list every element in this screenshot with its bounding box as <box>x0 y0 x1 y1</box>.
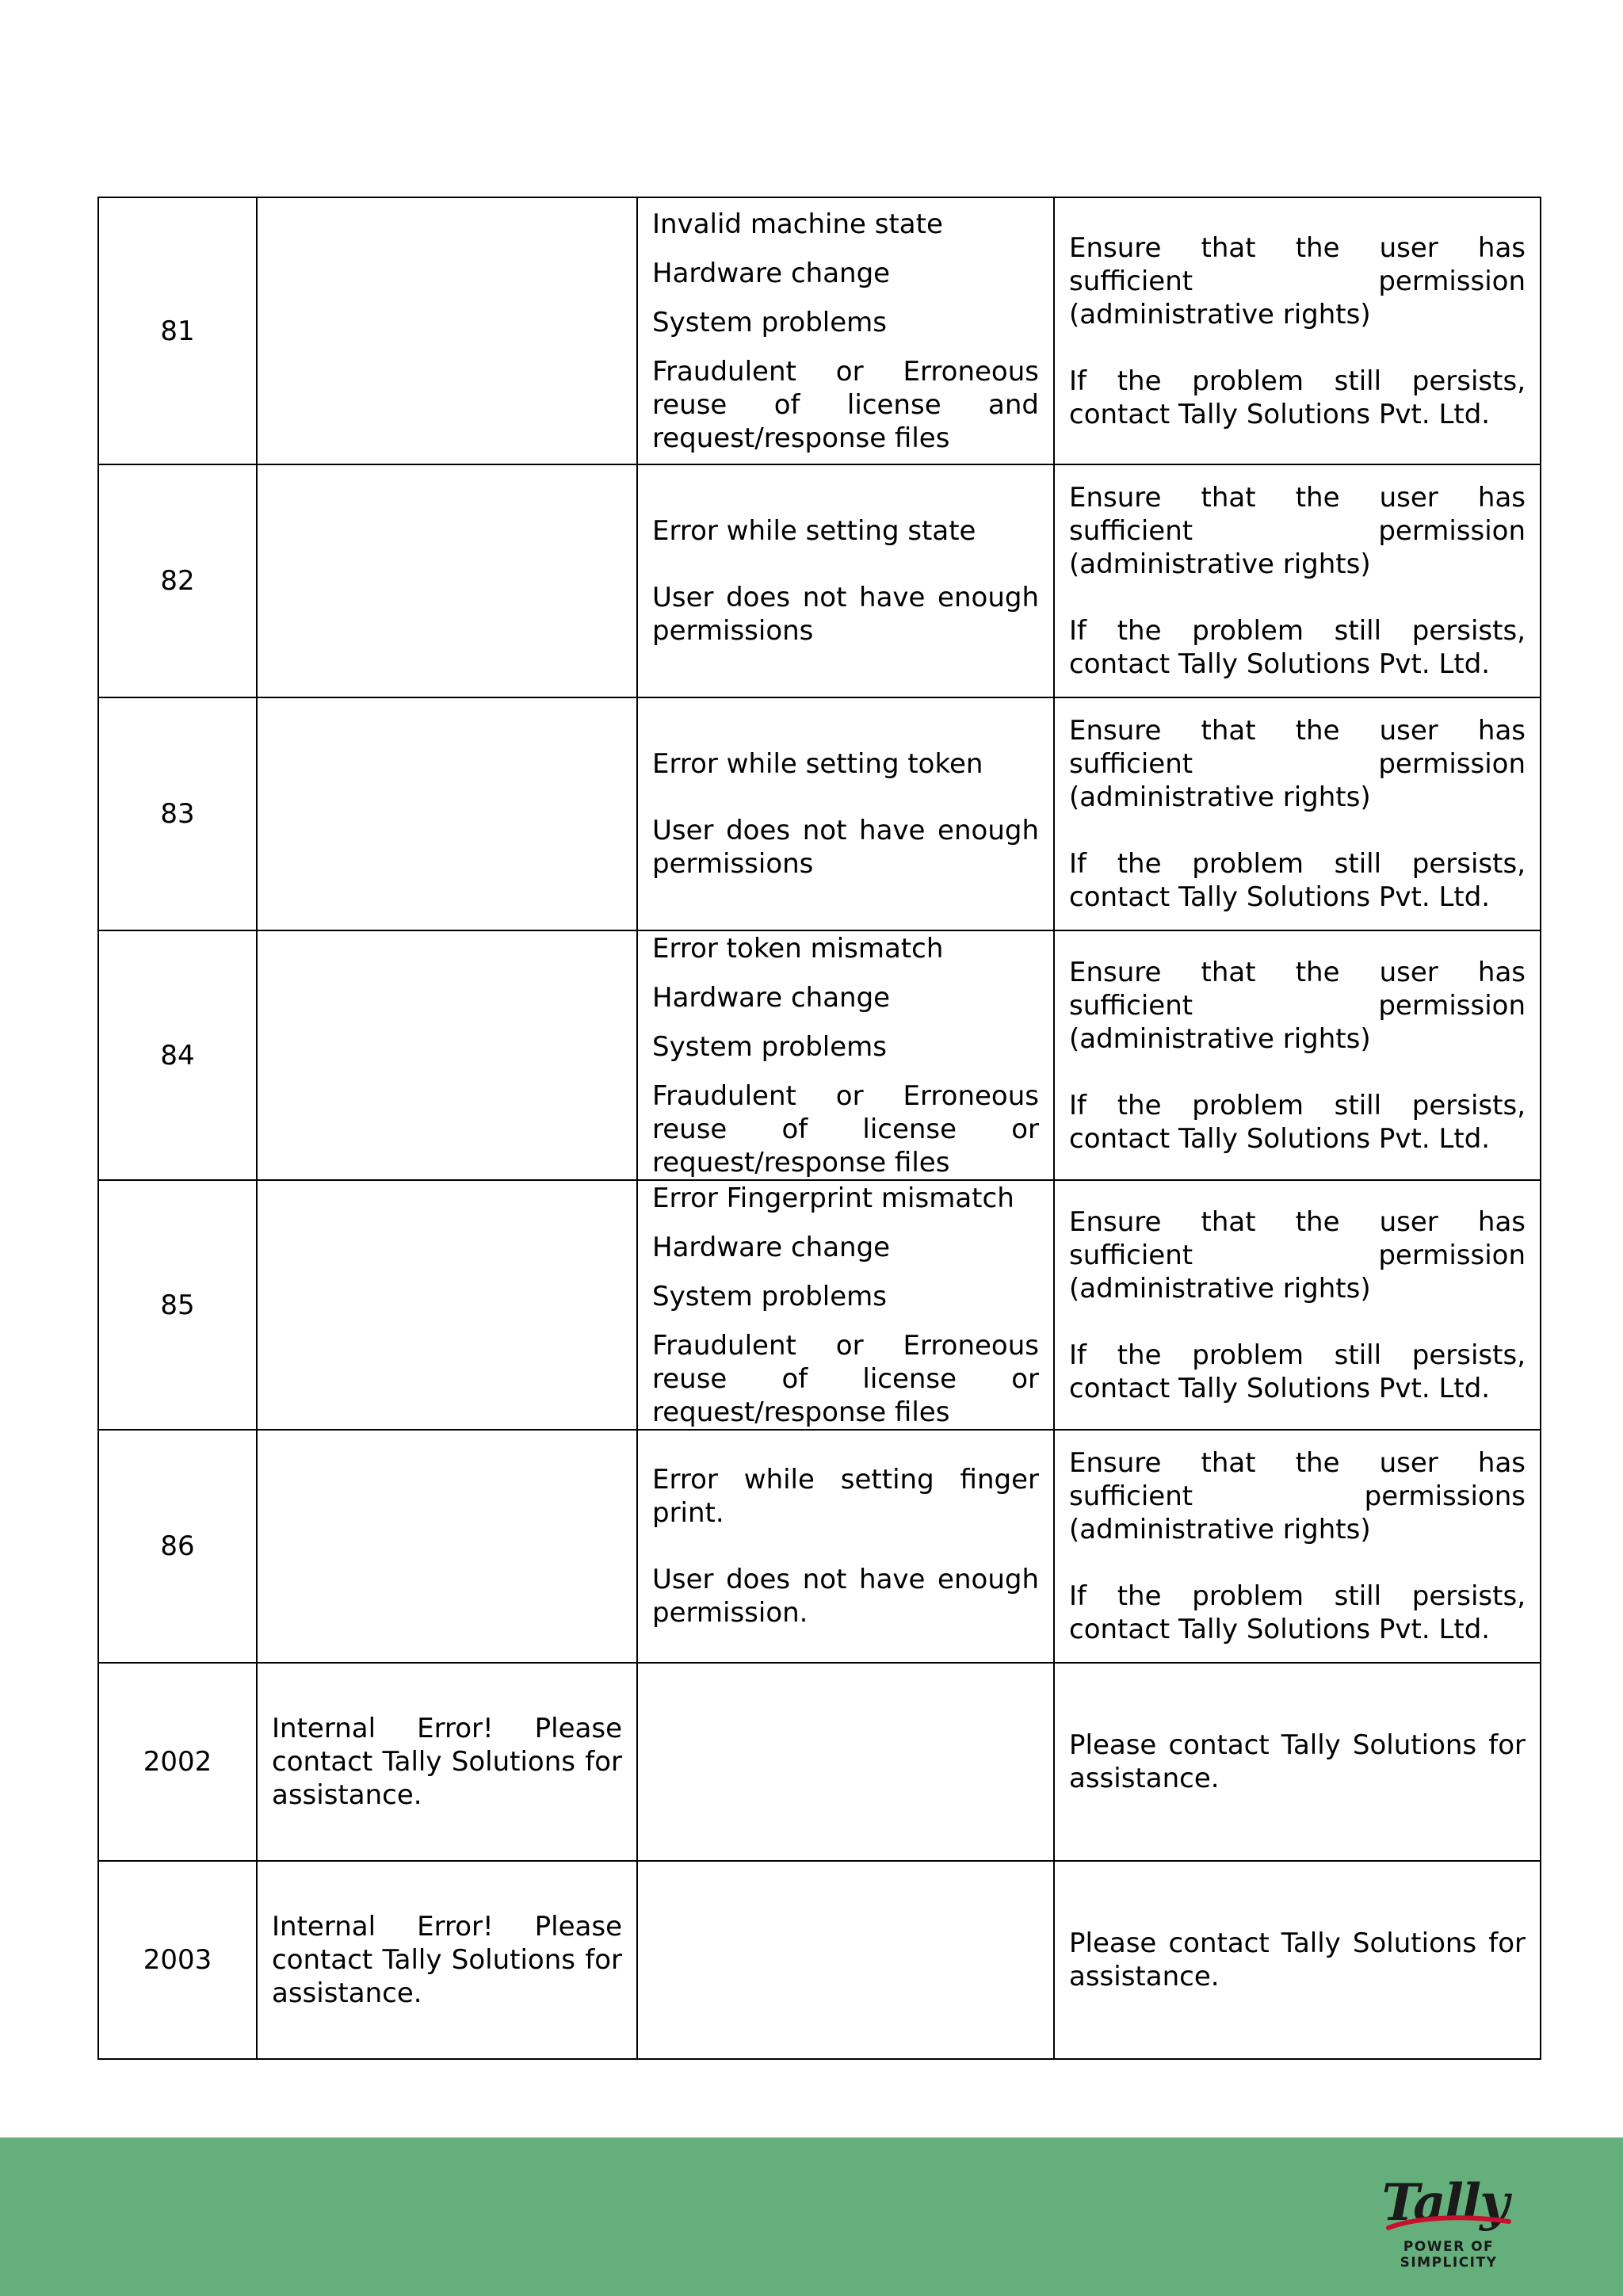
cause-text: Error while setting token <box>652 748 983 780</box>
error-code: 83 <box>98 697 257 930</box>
error-message <box>257 464 637 697</box>
table-row <box>98 930 1541 1180</box>
error-solution <box>1054 930 1541 1180</box>
logo-swash-icon <box>1385 2214 1512 2233</box>
solution-text: Please contact Tally Solutions for assistance. <box>1069 1927 1526 1992</box>
error-message <box>257 697 637 930</box>
error-message <box>257 1180 637 1430</box>
cause-text: User does not have enough permission. <box>652 1564 1039 1629</box>
solution-text: If the problem still persists, contact Tally Solutions Pvt. Ltd. <box>1069 1339 1526 1404</box>
cause-text: System problems <box>652 1030 887 1063</box>
error-code: 84 <box>98 930 257 1180</box>
error-code: 82 <box>98 464 257 697</box>
cause-text: User does not have enough permissions <box>652 582 1039 647</box>
error-solution <box>1054 464 1541 697</box>
cause-text: User does not have enough permissions <box>652 815 1039 880</box>
error-causes <box>637 697 1054 930</box>
error-message-text: Internal Error! Please contact Tally Solutions for assistance. <box>272 1911 622 2009</box>
page-footer <box>0 2137 1623 2296</box>
error-solution <box>1054 1663 1541 1861</box>
solution-text: Ensure that the user has sufficient permission (administrative rights) <box>1069 231 1526 330</box>
solution-text: Ensure that the user has sufficient permissions (administrative rights) <box>1069 1447 1526 1545</box>
logo-wordmark: Tally <box>1381 2173 1508 2233</box>
solution-text: Ensure that the user has sufficient permission (administrative rights) <box>1069 956 1526 1055</box>
solution-text: Please contact Tally Solutions for assistance. <box>1069 1729 1526 1794</box>
cause-text: System problems <box>652 1280 887 1312</box>
table-row <box>98 197 1541 464</box>
error-code: 2003 <box>98 1861 257 2059</box>
cause-text: Error while setting state <box>652 515 976 547</box>
solution-text: Ensure that the user has sufficient permission (administrative rights) <box>1069 715 1526 813</box>
solution-text: If the problem still persists, contact Tally Solutions Pvt. Ltd. <box>1069 1580 1526 1645</box>
error-solution <box>1054 197 1541 464</box>
error-solution <box>1054 1861 1541 2059</box>
cause-text: Fraudulent or Erroneous reuse of license and request/response files <box>652 355 1039 454</box>
tally-logo <box>1354 2173 1544 2271</box>
cause-text: Error token mismatch <box>652 932 944 965</box>
error-message <box>257 1663 637 1861</box>
error-message <box>257 930 637 1180</box>
error-codes-table <box>97 197 1541 2060</box>
solution-text: Ensure that the user has sufficient permission (administrative rights) <box>1069 482 1526 580</box>
error-causes <box>637 1180 1054 1430</box>
cause-text: Error Fingerprint mismatch <box>652 1182 1014 1214</box>
cause-text: Hardware change <box>652 981 891 1014</box>
error-code: 86 <box>98 1430 257 1663</box>
error-causes <box>637 1663 1054 1861</box>
error-causes <box>637 197 1054 464</box>
error-code: 85 <box>98 1180 257 1430</box>
error-message <box>257 197 637 464</box>
table-row <box>98 697 1541 930</box>
error-message <box>257 1861 637 2059</box>
table-row <box>98 1861 1541 2059</box>
cause-text: System problems <box>652 306 887 338</box>
error-solution <box>1054 1180 1541 1430</box>
cause-text: Fraudulent or Erroneous reuse of license or request/response files <box>652 1079 1039 1179</box>
solution-text: Ensure that the user has sufficient permission (administrative rights) <box>1069 1205 1526 1305</box>
solution-text: If the problem still persists, contact Tally Solutions Pvt. Ltd. <box>1069 1089 1526 1155</box>
error-message-text: Internal Error! Please contact Tally Solutions for assistance. <box>272 1713 622 1811</box>
cause-text: Error while setting finger print. <box>652 1464 1039 1529</box>
cause-text: Invalid machine state <box>652 208 943 240</box>
logo-tagline: POWER OF SIMPLICITY <box>1400 2239 1498 2271</box>
error-causes <box>637 930 1054 1180</box>
cause-text: Fraudulent or Erroneous reuse of license or request/response files <box>652 1329 1039 1428</box>
solution-text: If the problem still persists, contact Tally Solutions Pvt. Ltd. <box>1069 365 1526 430</box>
cause-text: Hardware change <box>652 257 891 289</box>
table-row <box>98 1430 1541 1663</box>
error-solution <box>1054 697 1541 930</box>
table-row <box>98 1180 1541 1430</box>
error-causes <box>637 1861 1054 2059</box>
error-message <box>257 1430 637 1663</box>
error-causes <box>637 1430 1054 1663</box>
solution-text: If the problem still persists, contact Tally Solutions Pvt. Ltd. <box>1069 848 1526 913</box>
table-row <box>98 1663 1541 1861</box>
error-solution <box>1054 1430 1541 1663</box>
cause-text: Hardware change <box>652 1231 891 1263</box>
error-code: 2002 <box>98 1663 257 1861</box>
error-causes <box>637 464 1054 697</box>
error-code: 81 <box>98 197 257 464</box>
table-row <box>98 464 1541 697</box>
solution-text: If the problem still persists, contact Tally Solutions Pvt. Ltd. <box>1069 615 1526 680</box>
